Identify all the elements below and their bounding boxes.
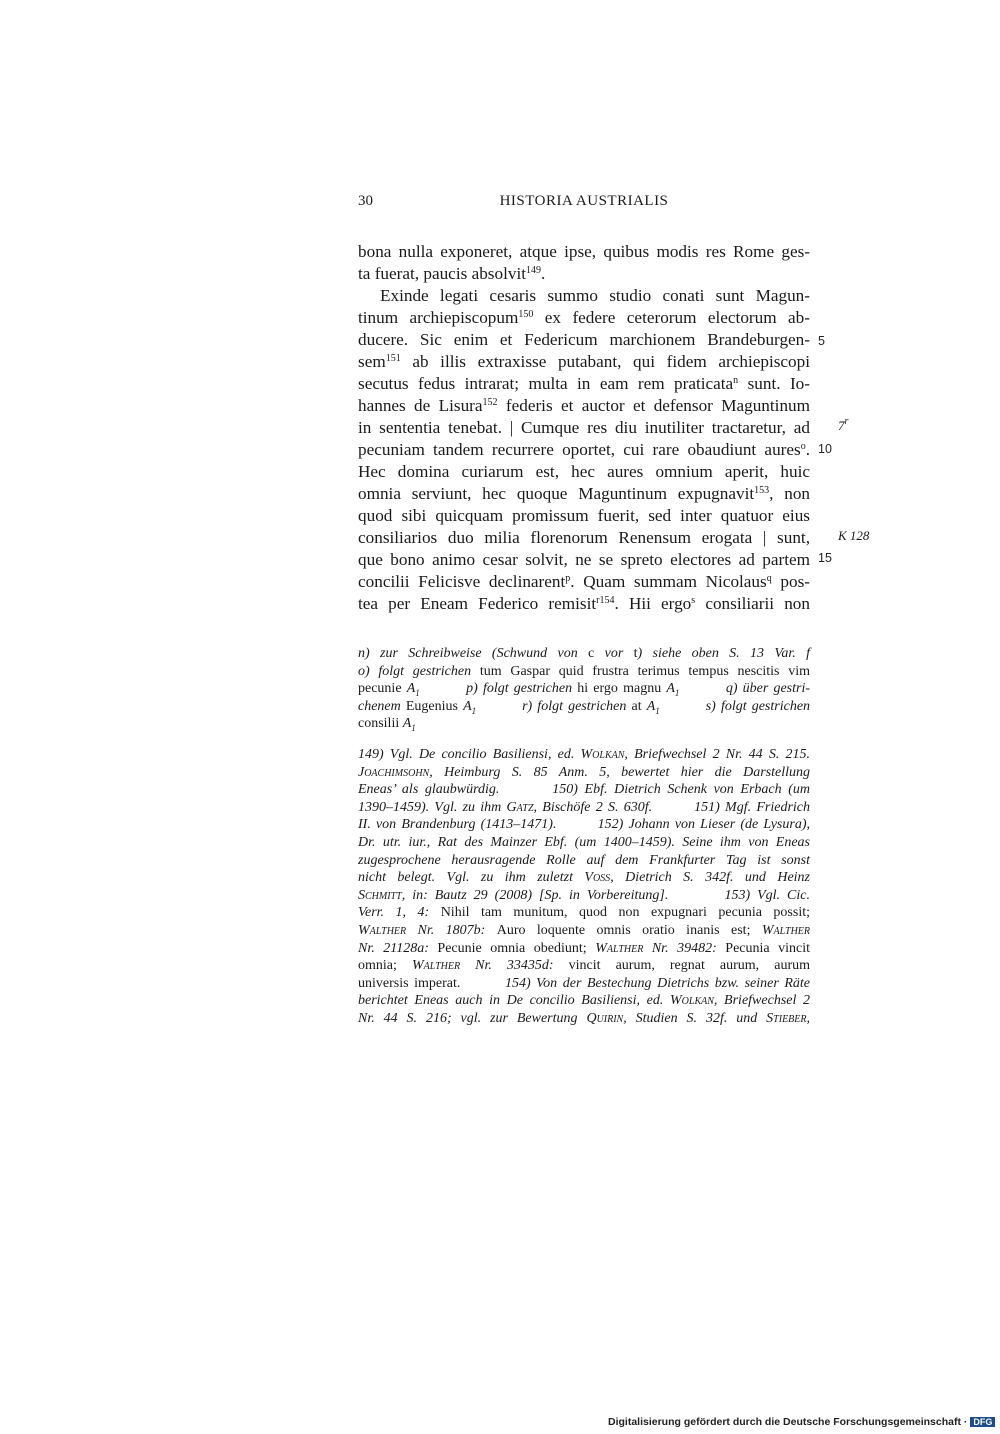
note-ref: n — [733, 375, 739, 386]
footnote-line: Verr. 1, 4: Nihil tam munitum, quod non expugnari pecunia possit; — [358, 905, 810, 921]
text-line: concilii Felicisve declinarent$^p$. Quam summam Nicolaus$^q$ pos- — [358, 572, 811, 591]
note-ref: r154 — [596, 595, 615, 606]
footnote-line: Dr. utr. iur., Rat des Mainzer Ebf. (um 1400–1459). Seine ihm von Eneas — [358, 834, 810, 850]
note-ref: p — [565, 573, 571, 584]
footnotes — [358, 746, 810, 1028]
page-number: 30 — [358, 193, 373, 209]
footnote-line: Walther Nr. 1807b: Auro loquente omnis oratio inanis est; Walther — [358, 922, 811, 938]
text-line: ta fuerat, paucis absolvit$^{149}$. — [358, 264, 546, 283]
footnote-line: universis imperat. 154) Von der Bestechung Dietrichs bzw. seiner Räte — [358, 975, 811, 991]
page-header — [358, 193, 810, 213]
note-ref: 150 — [518, 309, 534, 320]
text-line: pecuniam tandem recurrere oportet, cui rare obaudiunt aures$^o$. — [358, 440, 810, 459]
footnote-line: Eneas’ als glaubwürdig. 150) Ebf. Dietrich Schenk von Erbach (um — [358, 782, 810, 798]
note-ref: s — [691, 595, 696, 606]
footnote-line: Joachimsohn, Heimburg S. 85 Anm. 5, bewertet hier die Darstellung — [358, 764, 810, 780]
text-line: ducere. Sic enim et Federicum marchionem Brandeburgen- — [358, 330, 810, 349]
folio-marker: 7$^r$ — [838, 416, 849, 433]
note-ref: o — [800, 441, 806, 452]
text-line: in sententia tenebat. | Cumque res diu inutiliter tractaretur, ad — [358, 418, 810, 437]
footnote-line: Schmitt, in: Bautz 29 (2008) [Sp. in Vorbereitung]. 153) Vgl. Cic. — [358, 887, 810, 903]
text-line: que bono animo cesar solvit, ne se spreto electores ad partem — [358, 550, 810, 569]
footnote-line: II. von Brandenburg (1413–1471). 152) Johann von Lieser (de Lysura), — [358, 817, 810, 833]
critical-apparatus — [358, 645, 810, 733]
footnote-line: Nr. 44 S. 216; vgl. zur Bewertung Quirin, Studien S. 32f. und Stieber, — [358, 1010, 810, 1026]
edition-page-marker: K 128 — [838, 528, 870, 543]
line-number: 10 — [818, 442, 832, 456]
footer-text: Digitalisierung gefördert durch die Deutsche Forschungsgemeinschaft · — [608, 1416, 968, 1428]
footnote-line: Nr. 21128a: Pecunie omnia obediunt; Walther Nr. 39482: Pecunia vincit — [358, 940, 811, 956]
apparatus-line: chenem Eugenius $A_1$ r) folgt gestrichen at $A_1$ s) folgt gestrichen — [358, 698, 811, 716]
apparatus-line: pecunie $A_1$ p) folgt gestrichen hi ergo magnu $A_1$ q) über gestri- — [358, 681, 810, 698]
text-line: tea per Eneam Federico remisit$^{r154}$. Hii ergo$^s$ consiliarii non — [358, 594, 810, 613]
text-line: tinum archiepiscopum$^{150}$ ex federe ceterorum electorum ab- — [358, 308, 810, 327]
apparatus-line: n) zur Schreibweise (Schwund von c vor t) siehe oben S. 13 Var. f — [358, 646, 810, 661]
footnote-line: 149) Vgl. De concilio Basiliensi, ed. Wolkan, Briefwechsel 2 Nr. 44 S. 215. — [358, 747, 810, 762]
running-title: HISTORIA AUSTRIALIS — [499, 193, 669, 209]
footnote-line: berichtet Eneas auch in De concilio Basiliensi, ed. Wolkan, Briefwechsel 2 — [358, 993, 811, 1009]
line-number: 5 — [818, 334, 825, 348]
text-line: sem$^{151}$ ab illis extraxisse putabant, qui fidem archiepiscopi — [358, 352, 811, 371]
text-line: secutus fedus intrarat; multa in eam rem praticata$^n$ sunt. Io- — [358, 374, 810, 393]
apparatus-line: o) folgt gestrichen tum Gaspar quid frustra terimus tempus nescitis vim — [358, 663, 811, 679]
text-line: bona nulla exponeret, atque ipse, quibus modis res Rome ges- — [358, 242, 810, 261]
line-number: 15 — [818, 551, 832, 565]
main-text — [358, 241, 810, 615]
dfg-logo: DFG — [970, 1417, 995, 1427]
footnote-line: omnia; Walther Nr. 33435d: vincit aurum, regnat aurum, aurum — [358, 958, 810, 974]
text-line: Exinde legati cesaris summo studio conati sunt Magun- — [380, 286, 810, 305]
note-ref: 152 — [482, 397, 498, 408]
footnote-line: 1390–1459). Vgl. zu ihm Gatz, Bischöfe 2 S. 630f. 151) Mgf. Friedrich — [358, 799, 810, 815]
note-ref: 151 — [385, 353, 401, 364]
text-line: omnia serviunt, hec quoque Maguntinum expugnavit$^{153}$, non — [358, 484, 811, 503]
text-line: Hec domina curiarum est, hec aures omnium aperit, huic — [358, 462, 810, 481]
apparatus-line: consilii $A_1$ — [358, 716, 416, 734]
text-line: consiliarios duo milia florenorum Renensum erogata | sunt, — [358, 528, 810, 547]
note-ref: 149 — [526, 265, 541, 276]
footer-credit — [608, 1416, 995, 1428]
note-ref: 153 — [754, 485, 770, 496]
note-ref: q — [766, 573, 772, 584]
text-line: quod sibi quicquam promissum fuerit, sed inter quatuor eius — [358, 506, 810, 525]
text-line: hannes de Lisura$^{152}$ federis et auctor et defensor Maguntinum — [358, 396, 811, 415]
footnote-line: zugesprochene herausragende Rolle auf dem Frankfurter Tag ist sonst — [358, 852, 810, 868]
footnote-line: nicht belegt. Vgl. zu ihm zuletzt Voss, Dietrich S. 342f. und Heinz — [358, 870, 810, 886]
